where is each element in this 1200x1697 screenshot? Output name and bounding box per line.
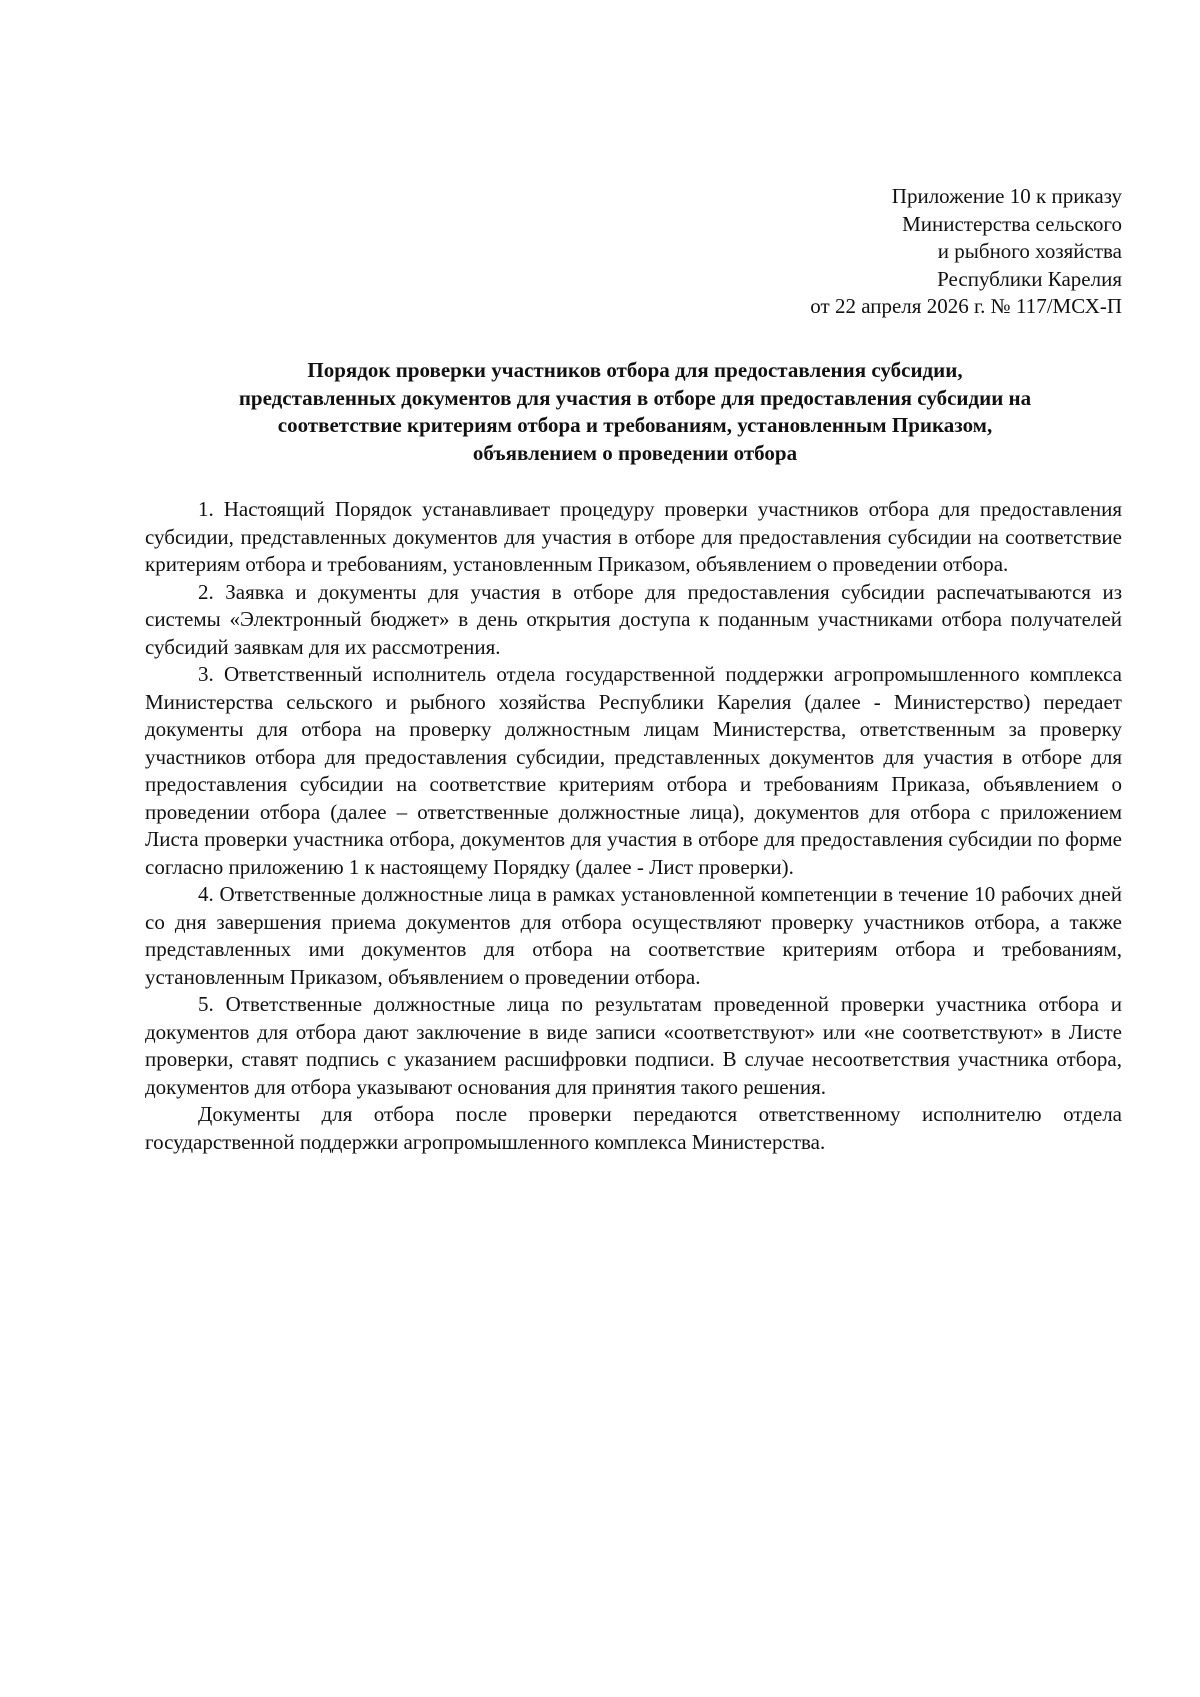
appendix-header-line: Министерства сельского <box>902 211 1122 236</box>
document-title <box>145 357 1125 467</box>
appendix-header-line: Приложение 10 к приказу <box>891 184 1122 208</box>
appendix-header-line: и рыбного хозяйства <box>937 239 1122 263</box>
document-body <box>145 496 1122 1156</box>
paragraph-5: 5. Ответственные должностные лица по результатам проведенной проверки участника отбора и документов для отбора дают заключение в виде записи «соответствуют» или «не соответствуют» в Листе проверки, ставят подпись с указанием расшифровки подписи. В случае несоответствия участника отбора, документов для отбора указывают основания для принятия такого решения. <box>145 992 1122 1099</box>
paragraph-closing: Документы для отбора после проверки передаются ответственному исполнителю отдела государственной поддержки агропромышленного комплекса Министерства. <box>145 1102 1122 1154</box>
paragraph-4: 4. Ответственные должностные лица в рамках установленной компетенции в течение 10 рабочих дней со дня завершения приема документов для отбора осуществляют проверку участников отбора, а также представленных ими документов для отбора на соответствие критериям отбора и требованиям, установленным Приказом, объявлением о проведении отбора. <box>145 882 1122 989</box>
paragraph-2: 2. Заявка и документы для участия в отборе для предоставления субсидии распечатываются из системы «Электронный бюджет» в день открытия доступа к поданным участниками отбора получателей субсидий заявкам для их рассмотрения. <box>145 579 1122 659</box>
document-title-line: соответствие критериям отбора и требованиям, установленным Приказом, <box>277 413 993 437</box>
appendix-header-line: Республики Карелия <box>937 266 1122 291</box>
appendix-header <box>702 183 1122 321</box>
appendix-header-date-number: от 22 апреля 2026 г. № 117/МСХ-П <box>810 294 1122 318</box>
paragraph-1: 1. Настоящий Порядок устанавливает процедуру проверки участников отбора для предоставления субсидии, представленных документов для участия в отборе для предоставления субсидии на соответствие критериям отбора и требованиям, установленным Приказом, объявлением о проведении отбора. <box>145 497 1122 576</box>
document-title-line: объявлением о проведении отбора <box>472 440 798 465</box>
document-title-line: Порядок проверки участников отбора для предоставления субсидии, <box>307 358 963 382</box>
paragraph-3: 3. Ответственный исполнитель отдела государственной поддержки агропромышленного комплекса Министерства сельского и рыбного хозяйства Республики Карелия (далее - Министерство) передает документы для отбора на проверку должностным лицам Министерства, ответственным за проверку участников отбора для предоставления субсидии, представленных документов для участия в отборе для предоставления субсидии на соответствие критериям отбора и требованиям Приказа, объявлением о проведении отбора (далее – ответственные должностные лица), документов для отбора с приложением Листа проверки участника отбора, документов для участия в отборе для предоставления субсидии по форме согласно приложению 1 к настоящему Порядку (далее - Лист проверки). <box>145 662 1122 879</box>
document-title-line: представленных документов для участия в отборе для предоставления субсидии на <box>238 385 1032 410</box>
